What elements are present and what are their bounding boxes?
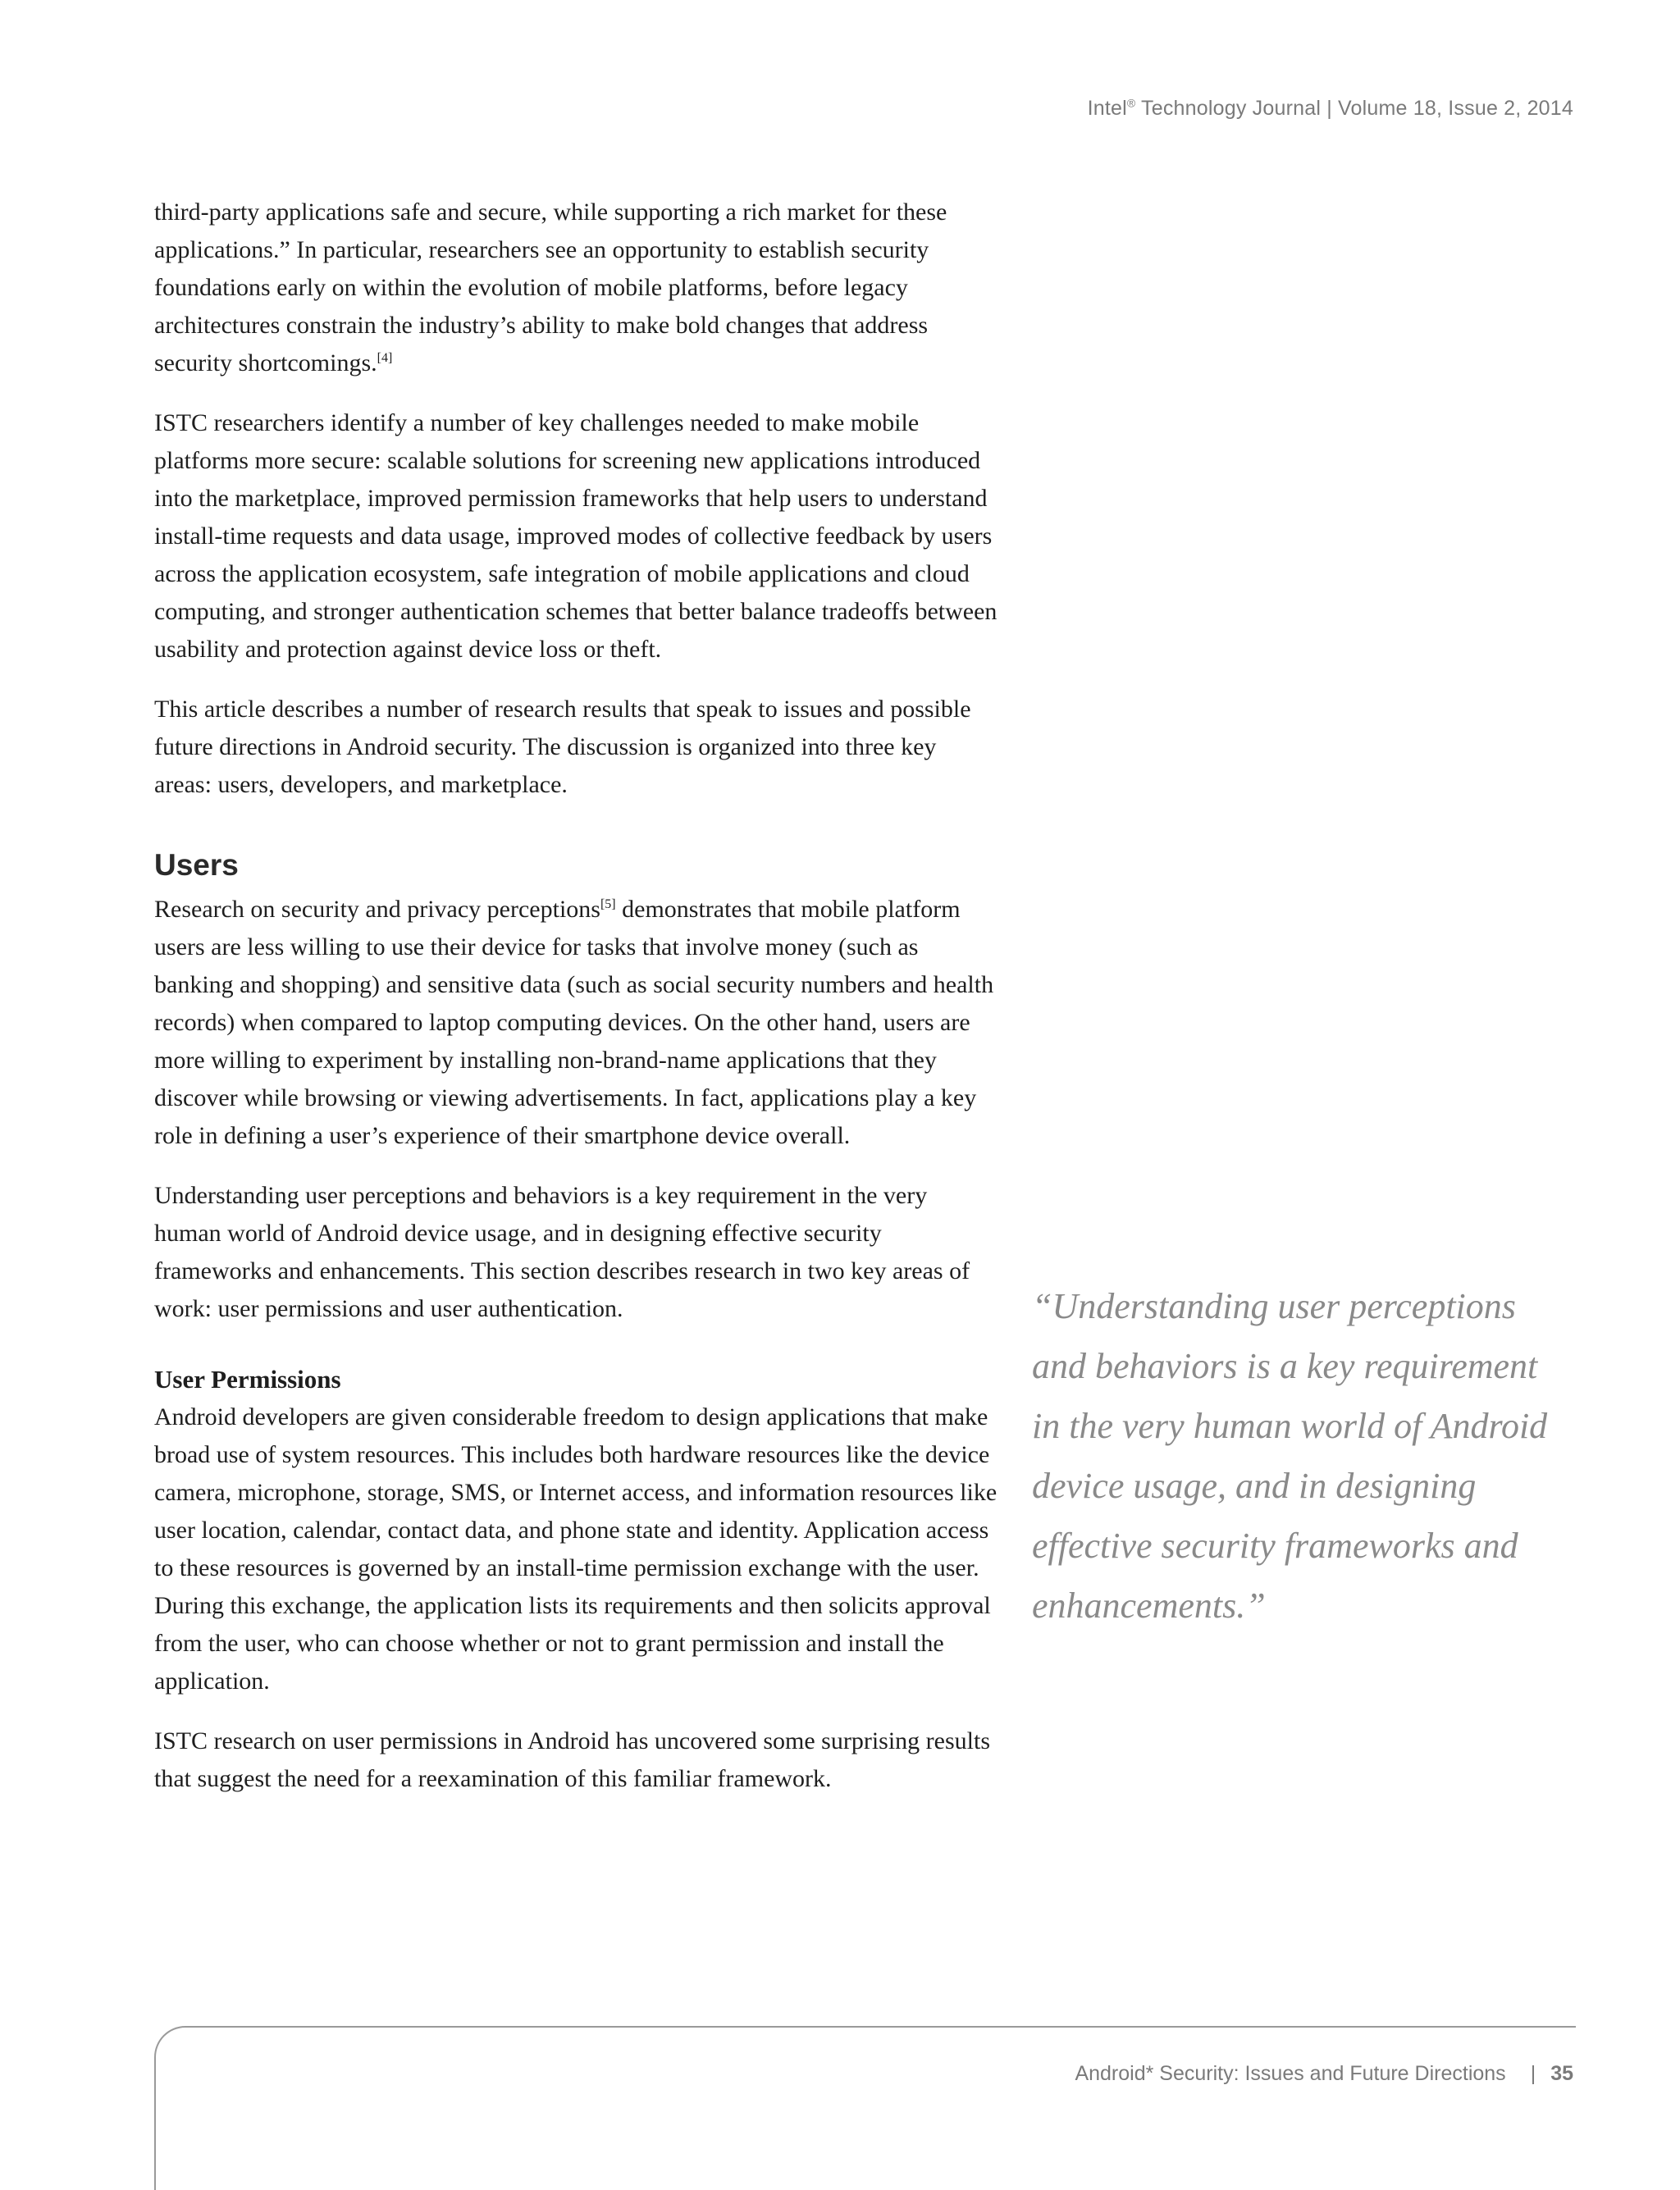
page-number: 35	[1550, 2062, 1573, 2085]
footer-separator: |	[1530, 2062, 1536, 2085]
paragraph-permissions-description: Android developers are given considerable freedom to design applications that make broad use of system resources. This includes both hardware resources like the device camera, microphone, storage, SMS, or Internet access, and information resources like user location, calendar, contact data, and phone state and identity. Application access to these resources is governed by an install-time permission exchange with the user. During this exchange, the application lists its requirements and then solicits approval from the user, who can choose whether or not to grant permission and install the application.	[154, 1403, 998, 1695]
paragraph-permissions-research: ISTC research on user permissions in Android has uncovered some surprising results that suggest the need for a reexamination of this familiar framework.	[154, 1727, 990, 1792]
page-footer	[1075, 2062, 1573, 2086]
paragraph-key-challenges: ISTC researchers identify a number of key challenges needed to make mobile platforms more secure: scalable solutions for screening new applications introduced into the marketplace, improved permission frameworks that help users to understand install-time requests and data usage, improved modes of collective feedback by users across the application ecosystem, safe integration of mobile applications and cloud computing, and stronger authentication schemes that better balance tradeoffs between usability and protection against device loss or theft.	[154, 409, 998, 663]
footer-article-title: Android* Security: Issues and Future Directions	[1075, 2062, 1506, 2085]
paragraph-user-behaviors: Understanding user perceptions and behaviors is a key requirement in the very human world of Android device usage, and in designing effective security frameworks and enhancements. This section describes research in two key areas of work: user permissions and user authentication.	[154, 1182, 970, 1322]
section-heading-users: Users	[154, 848, 239, 882]
journal-brand: Intel	[1087, 97, 1127, 120]
paragraph-security-perceptions: Research on security and privacy perceptions[5] demonstrates that mobile platform users are less willing to use their device for tasks that involve money (such as banking and shopping) and sensitive data (such as social security numbers and health records) when compared to laptop computing devices. On the other hand, users are more willing to experiment by installing non-brand-name applications that they discover while browsing or viewing advertisements. In fact, applications play a key role in defining a user’s experience of their smartphone device overall.	[154, 896, 994, 1149]
pull-quote: “Understanding user perceptions and behaviors is a key requirement in the very human world of Android device usage, and in designing effective security frameworks and enhancements.”	[1032, 1286, 1548, 1626]
registered-mark: ®	[1126, 96, 1136, 110]
paragraph-article-overview: This article describes a number of research results that speak to issues and possible future directions in Android security. The discussion is organized into three key areas: users, developers, and marketplace.	[154, 696, 971, 798]
paragraph-intro-continued: third-party applications safe and secure, while supporting a rich market for these applications.” In particular, researchers see an opportunity to establish security foundations early on within the evolution of mobile platforms, before legacy architectures constrain the industry’s ability to make bold changes that address security shortcomings.[4]	[154, 198, 947, 376]
citation-ref-5[interactable]: [5]	[600, 897, 616, 911]
footer-rule	[154, 2026, 1576, 2190]
journal-issue: Technology Journal | Volume 18, Issue 2, 2014	[1135, 97, 1573, 120]
subsection-heading-user-permissions: User Permissions	[154, 1365, 341, 1394]
running-header	[1088, 97, 1573, 121]
main-column	[154, 194, 999, 1820]
citation-ref-4[interactable]: [4]	[377, 351, 393, 365]
